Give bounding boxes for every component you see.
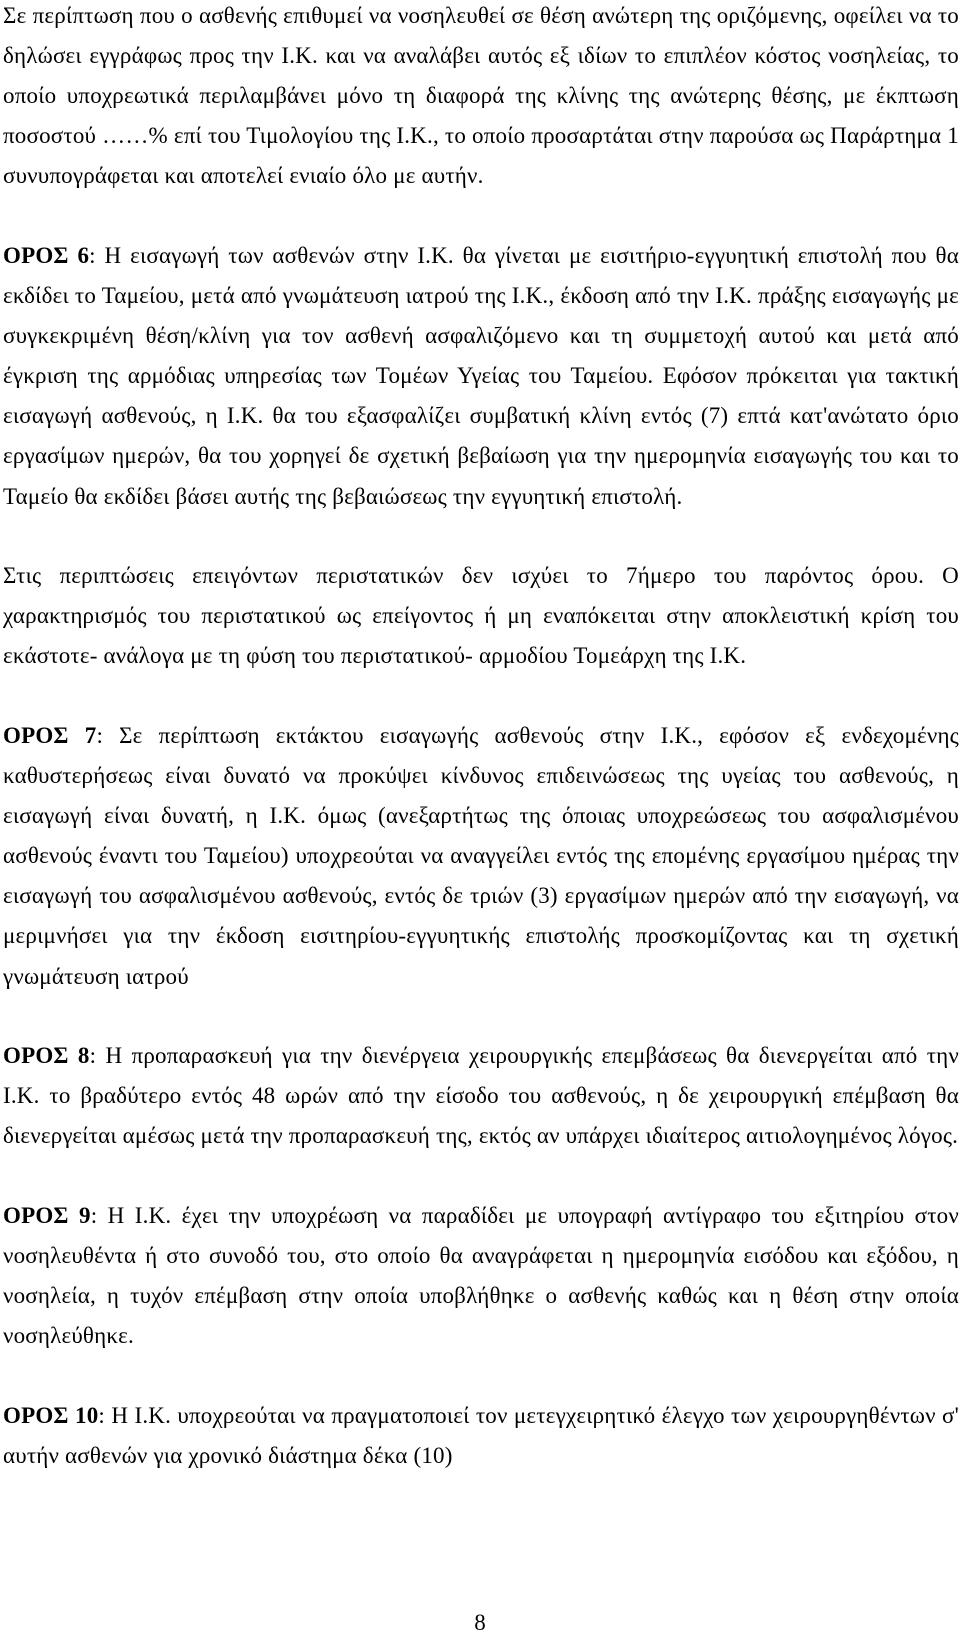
term-10-paragraph [3,1396,959,1476]
intro-paragraph [3,0,959,196]
term-10-label: ΟΡΟΣ 10 [3,1403,99,1428]
term-9-text: : Η Ι.Κ. έχει την υποχρέωση να παραδίδει με υπογραφή αντίγραφο του εξιτηρίου στον νοσηλευθέντα ή στο συνοδό του, στο οποίο θα αναγράφεται η ημερομηνία εισόδου και εξόδου, η νοσηλεία, η τυχόν επέμβαση στην οποία υποβλήθηκε ο ασθενής καθώς και η θέση στην οποία νοσηλεύθηκε. [3,1203,959,1349]
term-8-label: ΟΡΟΣ 8 [3,1043,90,1068]
term-6-extra-paragraph [3,556,959,676]
term-7-paragraph [3,716,959,997]
term-8-text: : Η προπαρασκευή για την διενέργεια χειρουργικής επεμβάσεως θα διενεργείται από την Ι.Κ. το βραδύτερο εντός 48 ωρών από την είσοδο του ασθενούς, η δε χειρουργική επέμβαση θα διενεργείται αμέσως μετά την προπαρασκευή της, εκτός αν υπάρχει ιδιαίτερος αιτιολογημένος λόγος. [3,1043,960,1149]
term-8-paragraph [3,1036,959,1156]
page-number: 8 [474,1610,486,1635]
term-9-label: ΟΡΟΣ 9 [3,1203,91,1228]
term-7-text: : Σε περίπτωση εκτάκτου εισαγωγής ασθενούς στην Ι.Κ., εφόσον εξ ενδεχομένης καθυστερήσεως είναι δυνατό να προκύψει κίνδυνος επιδεινώσεως της υγείας του ασθενούς, η εισαγωγή είναι δυνατή, η Ι.Κ. όμως (ανεξαρτήτως της όποιας υποχρεώσεως του ασφαλισμένου ασθενούς έναντι του Ταμείου) υποχρεούται να αναγγείλει εντός της επομένης εργασίμου ημέρας την εισαγωγή του ασφαλισμένου ασθενούς, εντός δε τριών (3) εργασίμων ημερών από την εισαγωγή, να μεριμνήσει για την έκδοση εισιτηρίου-εγγυητικής επιστολής προσκομίζοντας και τη σχετική γνωμάτευση ιατρού [3,723,959,989]
term-6-text: : Η εισαγωγή των ασθενών στην Ι.Κ. θα γίνεται με εισιτήριο-εγγυητική επιστολή που θα εκδίδει το Ταμείου, μετά από γνωμάτευση ιατρού της Ι.Κ., έκδοση από την Ι.Κ. πράξης εισαγωγής με συγκεκριμένη θέση/κλίνη για τον ασθενή ασφαλιζόμενο και τη συμμετοχή αυτού και μετά από έγκριση της αρμόδιας υπηρεσίας των Τομέων Υγείας του Ταμείου. Εφόσον πρόκειται για τακτική εισαγωγή ασθενούς, η Ι.Κ. θα του εξασφαλίζει συμβατική κλίνη εντός (7) επτά κατ'ανώτατο όριο εργασίμων ημερών, θα του χορηγεί δε σχετική βεβαίωση για την ημερομηνία εισαγωγής του και το Ταμείο θα εκδίδει βάσει αυτής της βεβαιώσεως την εγγυητική επιστολή. [3,243,959,509]
term-7-label: ΟΡΟΣ 7 [3,723,97,748]
term-10-text: : Η Ι.Κ. υποχρεούται να πραγματοποιεί τον μετεγχειρητικό έλεγχο των χειρουργηθέντων σ' αυτήν ασθενών για χρονικό διάστημα δέκα (10) [3,1403,959,1469]
term-9-paragraph [3,1196,959,1356]
term-6-paragraph [3,236,959,517]
intro-text: Σε περίπτωση που ο ασθενής επιθυμεί να νοσηλευθεί σε θέση ανώτερη της οριζόμενης, οφείλει να το δηλώσει εγγράφως προς την Ι.Κ. και να αναλάβει αυτός εξ ιδίων το επιπλέον κόστος νοσηλείας, το οποίο υποχρεωτικά περιλαμβάνει μόνο τη διαφορά της κλίνης της ανώτερης θέσης, με έκπτωση ποσοστού ……% επί του Τιμολογίου της Ι.Κ., το οποίο προσαρτάται στην παρούσα ως Παράρτημα 1 συνυπογράφεται και αποτελεί ενιαίο όλο με αυτήν. [3,3,959,189]
term-6-extra-text: Στις περιπτώσεις επειγόντων περιστατικών δεν ισχύει το 7ήμερο του παρόντος όρου. Ο χαρακτηρισμός του περιστατικού ως επείγοντος ή μη εναπόκειται στην αποκλειστική κρίση του εκάστοτε- ανάλογα με τη φύση του περιστατικού- αρμοδίου Τομεάρχη της Ι.Κ. [3,563,959,669]
term-6-label: ΟΡΟΣ 6 [3,243,90,268]
